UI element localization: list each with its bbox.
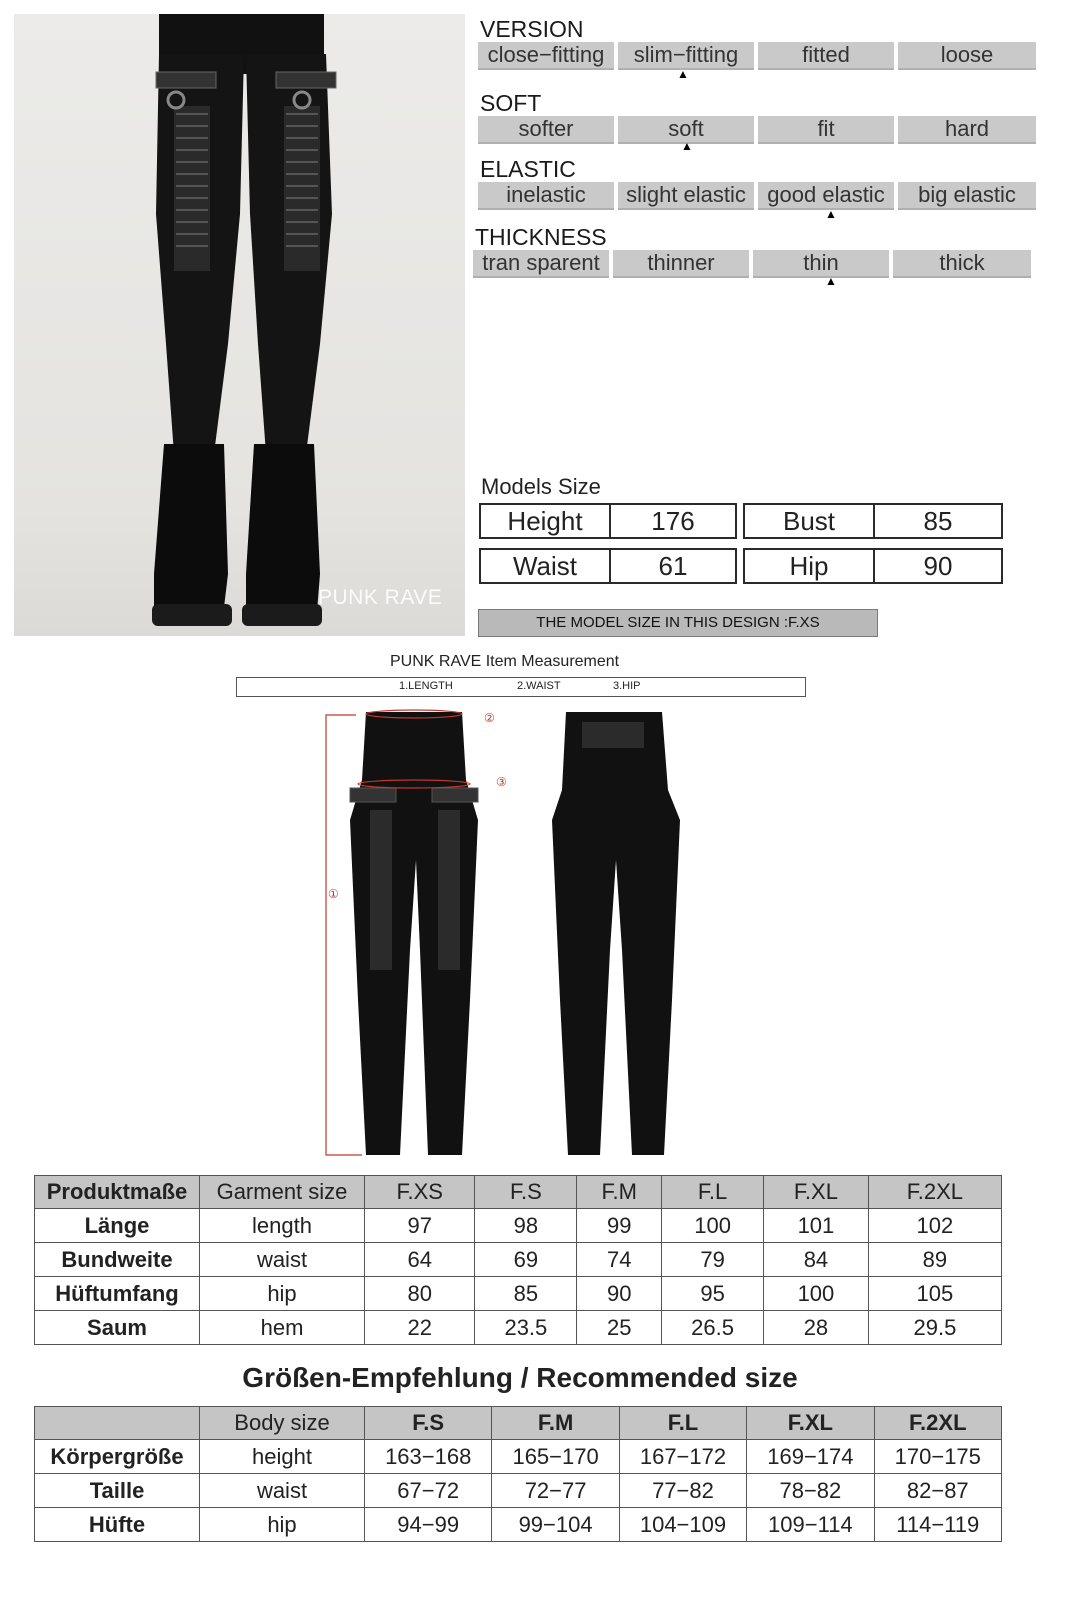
table-cell: 100 — [662, 1209, 764, 1243]
table-cell: 23.5 — [475, 1311, 577, 1345]
header-cell: F.S — [365, 1407, 492, 1440]
table-cell: 80 — [365, 1277, 475, 1311]
table-cell: Saum — [35, 1311, 200, 1345]
scale-option: thinner — [613, 250, 749, 278]
legend-length: 1.LENGTH — [399, 680, 453, 692]
table-cell: 74 — [577, 1243, 662, 1277]
height-value: 176 — [610, 504, 736, 538]
header-cell: F.S — [475, 1176, 577, 1209]
header-cell: Garment size — [200, 1176, 365, 1209]
table-cell: waist — [200, 1243, 365, 1277]
header-cell: F.2XL — [868, 1176, 1001, 1209]
table-cell: 25 — [577, 1311, 662, 1345]
scale-title-thickness: THICKNESS — [475, 224, 607, 250]
table-cell: 109−114 — [747, 1508, 874, 1542]
legend-waist: 2.WAIST — [517, 680, 561, 692]
table-cell: 114−119 — [874, 1508, 1001, 1542]
header-cell: F.L — [662, 1176, 764, 1209]
header-cell: F.M — [577, 1176, 662, 1209]
table-row — [35, 1508, 1002, 1542]
scale-option: fit — [758, 116, 894, 144]
models-size-table-right-2 — [743, 548, 1003, 584]
scale-option: tran sparent — [473, 250, 609, 278]
scale-title-elastic: ELASTIC — [480, 156, 576, 182]
table-cell: 64 — [365, 1243, 475, 1277]
brand-watermark: PUNK RAVE — [318, 586, 443, 609]
header-cell: Body size — [200, 1407, 365, 1440]
marker-waist: ② — [484, 711, 495, 725]
scale-option: thick — [893, 250, 1031, 278]
table-cell: hem — [200, 1311, 365, 1345]
table-row — [35, 1209, 1002, 1243]
table-cell: height — [200, 1440, 365, 1474]
scale-option: slim−fitting — [618, 42, 754, 70]
waist-value: 61 — [610, 549, 736, 583]
scale-option: slight elastic — [618, 182, 754, 210]
table-cell: Hüfte — [35, 1508, 200, 1542]
table-cell: 28 — [764, 1311, 869, 1345]
table-row — [35, 1474, 1002, 1508]
scale-option: loose — [898, 42, 1036, 70]
table-cell: 67−72 — [365, 1474, 492, 1508]
table-cell: Hüftumfang — [35, 1277, 200, 1311]
table-cell: 29.5 — [868, 1311, 1001, 1345]
selected-arrow-icon: ▲ — [825, 207, 837, 221]
table-cell: 85 — [475, 1277, 577, 1311]
recommended-size-table — [34, 1406, 1002, 1542]
table-cell: hip — [200, 1277, 365, 1311]
models-size-table-right — [743, 503, 1003, 539]
table-cell: length — [200, 1209, 365, 1243]
table-cell: 77−82 — [619, 1474, 746, 1508]
height-label: Height — [480, 504, 610, 538]
table-cell: 84 — [764, 1243, 869, 1277]
table-row — [35, 1277, 1002, 1311]
table-cell: 169−174 — [747, 1440, 874, 1474]
recommended-size-title: Größen-Empfehlung / Recommended size — [242, 1362, 798, 1393]
table-row — [35, 1440, 1002, 1474]
scale-option: big elastic — [898, 182, 1036, 210]
table-cell: 105 — [868, 1277, 1001, 1311]
waist-label: Waist — [480, 549, 610, 583]
header-cell: F.XS — [365, 1176, 475, 1209]
table-row — [35, 1243, 1002, 1277]
header-cell: F.XL — [764, 1176, 869, 1209]
table-cell: 163−168 — [365, 1440, 492, 1474]
table-header-row — [35, 1176, 1002, 1209]
bust-value: 85 — [874, 504, 1002, 538]
table-cell: 26.5 — [662, 1311, 764, 1345]
header-cell: F.L — [619, 1407, 746, 1440]
table-cell: 95 — [662, 1277, 764, 1311]
scale-option: inelastic — [478, 182, 614, 210]
models-size-table-left — [479, 503, 737, 539]
table-cell: 69 — [475, 1243, 577, 1277]
scale-title-version: VERSION — [480, 16, 584, 42]
table-cell: 167−172 — [619, 1440, 746, 1474]
table-cell: 97 — [365, 1209, 475, 1243]
table-row — [35, 1311, 1002, 1345]
header-cell: F.M — [492, 1407, 619, 1440]
model-wearing-leggings-image — [14, 14, 465, 636]
table-cell: 22 — [365, 1311, 475, 1345]
table-cell: 78−82 — [747, 1474, 874, 1508]
table-cell: 100 — [764, 1277, 869, 1311]
table-header-row — [35, 1407, 1002, 1440]
garment-size-table — [34, 1175, 1002, 1345]
garment-measurement-diagram — [320, 700, 710, 1165]
scale-option: hard — [898, 116, 1036, 144]
scale-option: thin — [753, 250, 889, 278]
scale-option: close−fitting — [478, 42, 614, 70]
header-cell: Produktmaße — [35, 1176, 200, 1209]
table-cell: hip — [200, 1508, 365, 1542]
model-size-note: THE MODEL SIZE IN THIS DESIGN :F.XS — [478, 609, 878, 637]
scale-option: fitted — [758, 42, 894, 70]
table-cell: Körpergröße — [35, 1440, 200, 1474]
table-cell: Bundweite — [35, 1243, 200, 1277]
measurement-legend — [236, 677, 806, 697]
selected-arrow-icon: ▲ — [825, 274, 837, 288]
table-cell: 89 — [868, 1243, 1001, 1277]
table-cell: 98 — [475, 1209, 577, 1243]
table-cell: Länge — [35, 1209, 200, 1243]
table-cell: 94−99 — [365, 1508, 492, 1542]
hip-label: Hip — [744, 549, 874, 583]
marker-length: ① — [328, 887, 339, 901]
table-cell: waist — [200, 1474, 365, 1508]
table-cell: 90 — [577, 1277, 662, 1311]
bust-label: Bust — [744, 504, 874, 538]
marker-hip: ③ — [496, 775, 507, 789]
table-cell: 99 — [577, 1209, 662, 1243]
header-cell — [35, 1407, 200, 1440]
table-cell: 99−104 — [492, 1508, 619, 1542]
table-cell: 102 — [868, 1209, 1001, 1243]
scale-option: good elastic — [758, 182, 894, 210]
legend-hip: 3.HIP — [613, 680, 641, 692]
header-cell: F.2XL — [874, 1407, 1001, 1440]
table-cell: 82−87 — [874, 1474, 1001, 1508]
table-cell: 170−175 — [874, 1440, 1001, 1474]
table-cell: 79 — [662, 1243, 764, 1277]
measurement-title: PUNK RAVE Item Measurement — [390, 653, 620, 670]
table-cell: Taille — [35, 1474, 200, 1508]
table-cell: 72−77 — [492, 1474, 619, 1508]
selected-arrow-icon: ▲ — [681, 139, 693, 153]
scale-option: softer — [478, 116, 614, 144]
selected-arrow-icon: ▲ — [677, 67, 689, 81]
models-size-title: Models Size — [481, 474, 601, 499]
header-cell: F.XL — [747, 1407, 874, 1440]
table-cell: 165−170 — [492, 1440, 619, 1474]
models-size-table-left-2 — [479, 548, 737, 584]
scale-title-soft: SOFT — [480, 90, 542, 116]
hip-value: 90 — [874, 549, 1002, 583]
product-photo — [14, 14, 465, 636]
table-cell: 101 — [764, 1209, 869, 1243]
table-cell: 104−109 — [619, 1508, 746, 1542]
scale-option: soft — [618, 116, 754, 144]
